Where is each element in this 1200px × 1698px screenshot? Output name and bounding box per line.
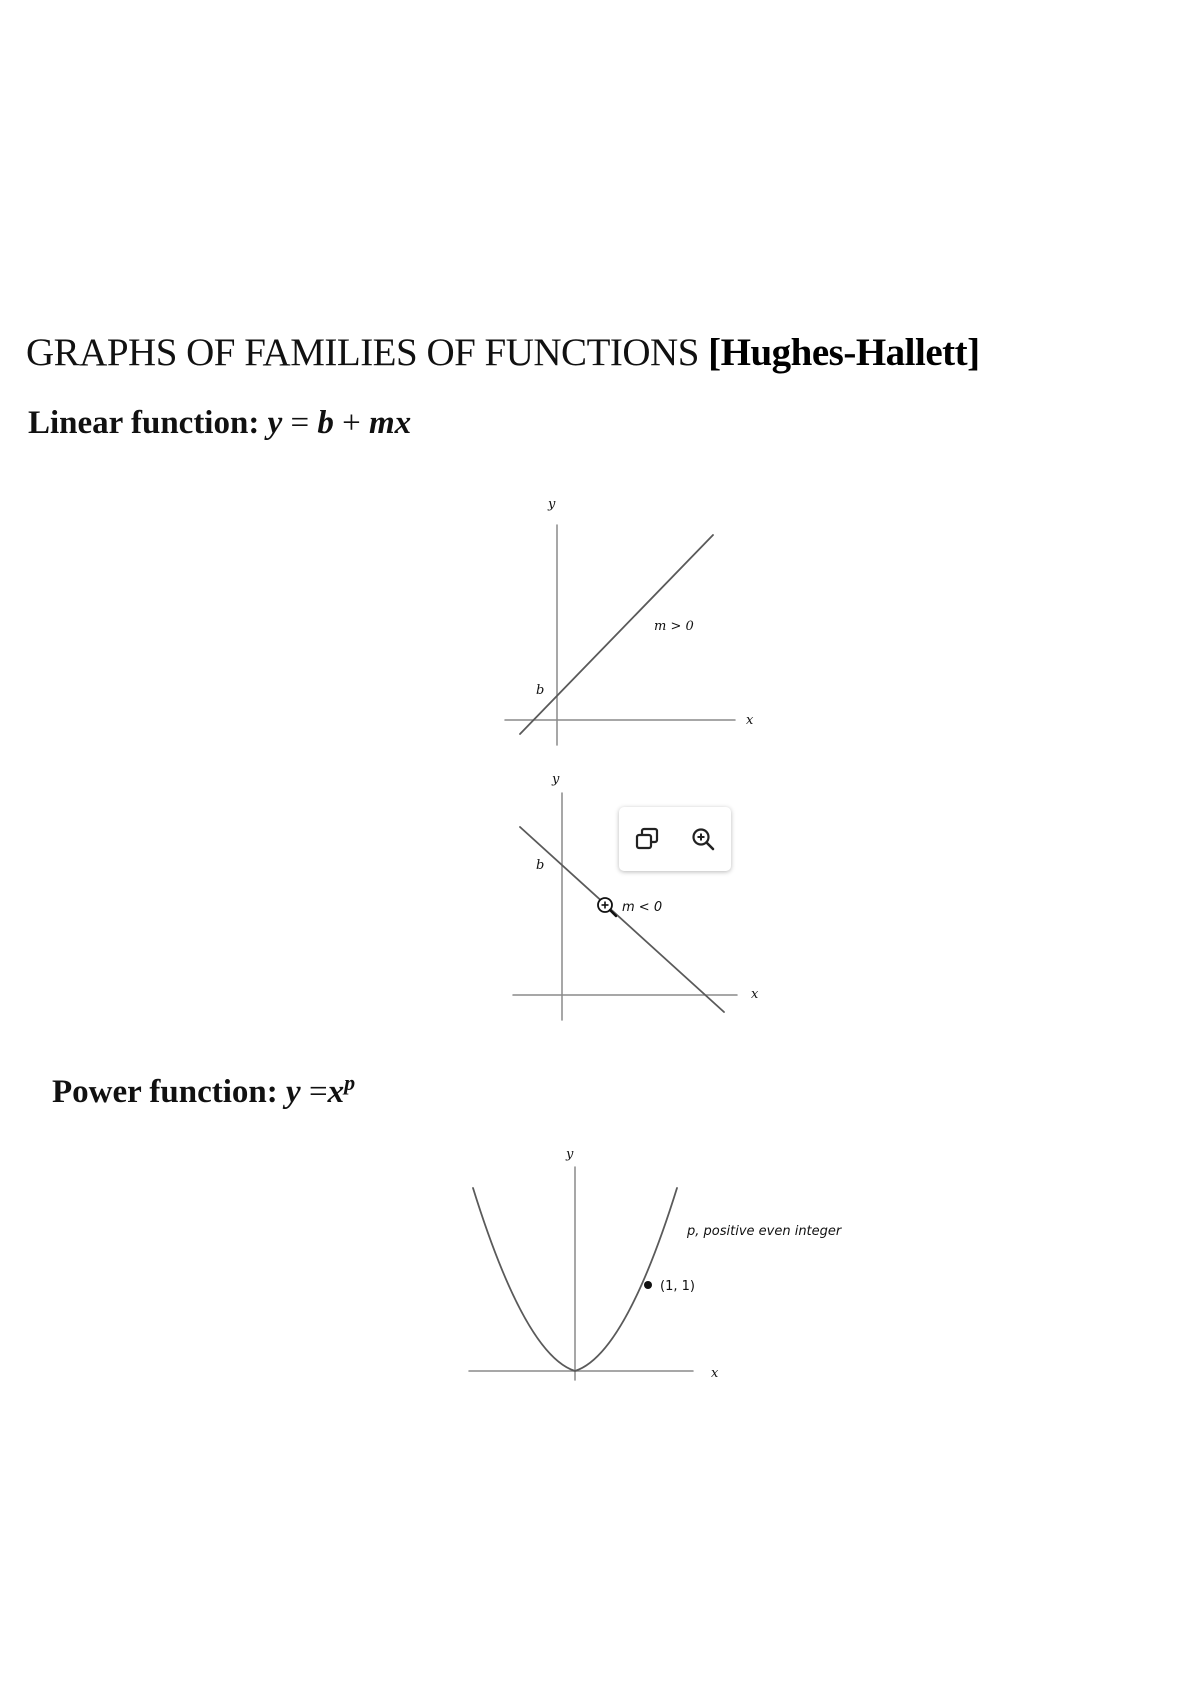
- linear-heading-equals: =: [290, 405, 310, 441]
- zoom-cursor-icon: [596, 896, 618, 918]
- slope-label: m < 0: [622, 900, 663, 915]
- point-marker: [644, 1281, 652, 1289]
- slope-label: m > 0: [654, 619, 694, 634]
- y-axis-label: y: [548, 497, 556, 512]
- image-toolbar: [619, 807, 731, 871]
- power-heading-x: x: [327, 1074, 345, 1110]
- power-function-graph: [465, 1145, 845, 1390]
- zoom-in-icon: [690, 826, 716, 852]
- curve-label: p, positive even integer: [687, 1224, 842, 1239]
- linear-graph-positive-slope: [500, 490, 770, 750]
- linear-heading-b: b: [317, 405, 334, 441]
- power-heading-p: p: [344, 1070, 356, 1095]
- line-positive-slope: [520, 535, 713, 734]
- power-heading-y: y: [286, 1074, 301, 1110]
- title-author: [Hughes-Hallett]: [708, 331, 980, 374]
- power-heading-label: Power function:: [52, 1074, 278, 1110]
- y-axis-label: y: [566, 1147, 574, 1162]
- point-label: (1, 1): [660, 1279, 695, 1294]
- power-function-heading: [52, 1070, 355, 1111]
- linear-heading-mx: mx: [368, 405, 412, 441]
- intercept-label: b: [536, 683, 545, 698]
- copy-button[interactable]: [630, 822, 664, 856]
- x-axis-label: x: [746, 713, 754, 728]
- intercept-label: b: [536, 858, 545, 873]
- y-axis-label: y: [552, 772, 560, 787]
- page-title: [26, 330, 980, 375]
- linear-heading-y: y: [267, 405, 283, 441]
- linear-function-heading: [28, 405, 411, 442]
- copy-icon: [634, 826, 660, 852]
- linear-graph-negative-slope: [505, 765, 775, 1030]
- title-text: GRAPHS OF FAMILIES OF FUNCTIONS: [26, 331, 699, 374]
- linear-heading-plus: +: [342, 405, 361, 441]
- power-heading-equals: =: [308, 1074, 328, 1110]
- x-axis-label: x: [711, 1366, 719, 1381]
- x-axis-label: x: [751, 987, 759, 1002]
- zoom-in-button[interactable]: [686, 822, 720, 856]
- linear-heading-label: Linear function:: [28, 405, 260, 441]
